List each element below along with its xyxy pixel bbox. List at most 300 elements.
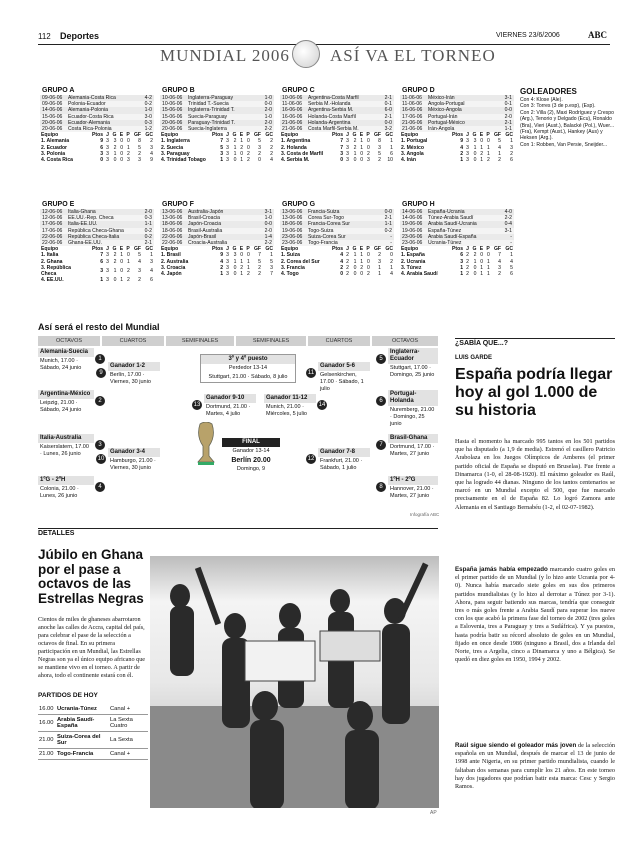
standings-cell: 1 xyxy=(240,258,244,265)
standings-cell: 1 xyxy=(378,264,382,271)
standings-cell: 2 xyxy=(498,271,502,278)
tv-row xyxy=(38,749,148,760)
match-score: 2-2 xyxy=(504,215,512,222)
bracket-teams: Ganador 5-6 xyxy=(318,362,370,371)
standings-header: P xyxy=(486,246,490,253)
match-date: 23-06-06 xyxy=(282,233,303,240)
bracket-teams: Ganador 3-4 xyxy=(108,448,160,457)
standings-cell: 3 xyxy=(378,144,382,151)
standings-header: J xyxy=(346,132,350,139)
standings-cell: 1 xyxy=(353,252,357,259)
standings-header: J xyxy=(466,246,470,253)
stage-label: CUARTOS xyxy=(308,336,370,346)
bracket-info: Gelsenkirchen, 17.00 · Sábado, 1 julio xyxy=(320,372,364,392)
standings-row xyxy=(160,271,274,277)
group-box xyxy=(40,200,154,283)
standings-cell: 2. Holanda xyxy=(281,144,307,151)
match-number-badge: 13 xyxy=(193,402,201,408)
standings-header: E xyxy=(479,246,484,253)
standings-cell: 1 xyxy=(220,271,224,278)
standings-cell: 2 xyxy=(246,150,250,157)
standings-cell: 0 xyxy=(113,157,117,164)
match-score: 1-2 xyxy=(144,126,152,133)
group-title: GRUPO G xyxy=(280,200,394,209)
detalles-text: Cientos de miles de ghaneses abarrotaron anoche las calles de Accra, capital del país, para celebrar el pase de la selección a octavos de final. En su primera participación en un Mundial, las Estrellas Negras son ya el único equipo africano que se mantiene vivo en el torneo. A partir de ahora, todo el continente estará con él. xyxy=(38,616,146,679)
standings-cell: 1 xyxy=(460,157,464,164)
standings-row xyxy=(400,271,514,277)
standings-cell: 3 xyxy=(138,267,142,274)
standings-cell: 7 xyxy=(340,144,344,151)
third-place-venue: Stuttgart, 21.00 xyxy=(208,374,247,380)
standings-header: GF xyxy=(373,246,382,253)
match-teams: Inglaterra-Paraguay xyxy=(188,95,234,101)
stage-label: SEMIFINALES xyxy=(236,336,306,346)
standings-row xyxy=(40,277,154,283)
standings-cell: 2 xyxy=(480,150,484,157)
match-date: 10-06-06 xyxy=(162,95,183,101)
standings-cell: 3 xyxy=(346,157,350,164)
match-date: 21-06-06 xyxy=(402,119,423,126)
standings-cell: 1 xyxy=(360,252,364,259)
standings-cell: 3 xyxy=(106,144,110,151)
standings-cell: 2 xyxy=(510,150,513,157)
standings-cell: 4. Arabia Saudí xyxy=(401,271,438,278)
match-teams: Portugal-México xyxy=(428,119,465,126)
standings-cell: 2 xyxy=(466,264,470,271)
standings-cell: 3 xyxy=(106,258,110,265)
bracket-match xyxy=(388,348,438,380)
match-teams: Italia-Ghana xyxy=(68,209,96,215)
standings-cell: 7 xyxy=(270,271,273,278)
standings-cell: 1 xyxy=(246,258,250,265)
scorers-line: Con 4: Klose (Ale). xyxy=(520,97,563,103)
standings-cell: 1 xyxy=(460,264,464,271)
match-teams: Holanda-Costa Marfil xyxy=(308,113,356,120)
standings-cell: 3 xyxy=(466,157,470,164)
standings-cell: 3 xyxy=(346,150,350,157)
standings-cell: 1. Portugal xyxy=(401,138,428,145)
match-teams: Argentina-Serbia M. xyxy=(308,107,354,114)
match-teams: Inglaterra-Trinidad T. xyxy=(188,107,235,114)
standings-header: J xyxy=(106,246,110,253)
standings-cell: 3 xyxy=(473,138,477,145)
standings-cell: 4 xyxy=(510,258,513,265)
match-number-badge: 2 xyxy=(95,396,105,406)
standings-cell: 0 xyxy=(100,157,104,164)
standings-header: G xyxy=(472,132,477,139)
standings-cell: 4 xyxy=(390,271,393,278)
bracket-info: Frankfurt, 21.00 · Sábado, 1 julio xyxy=(320,458,363,471)
standings-cell: 2 xyxy=(366,271,370,278)
tv-time: 16.00 xyxy=(38,704,56,715)
standings-cell: 2 xyxy=(138,150,142,157)
tv-row xyxy=(38,715,148,732)
match-date: 22-06-06 xyxy=(162,233,183,240)
standings-cell: 0 xyxy=(360,271,364,278)
standings-header: J xyxy=(466,132,470,139)
standings-cell: 1 xyxy=(220,157,224,164)
tv-match: Arabia Saudí-España xyxy=(56,715,109,732)
match-number-badge: 4 xyxy=(95,482,105,492)
standings-cell: 9 xyxy=(100,138,104,145)
standings-cell: 2 xyxy=(113,258,117,265)
match-date: 17-06-06 xyxy=(402,113,423,120)
standings-header: G xyxy=(232,246,237,253)
standings-cell: 4. Irán xyxy=(401,157,417,164)
standings-header: G xyxy=(352,246,357,253)
section-name: Deportes xyxy=(60,31,100,41)
match-number-badge: 6 xyxy=(376,396,386,406)
standings-header: J xyxy=(226,132,230,139)
match-score: 0-3 xyxy=(144,119,152,126)
standings-cell: 5 xyxy=(138,144,142,151)
match-date: 13-06-06 xyxy=(162,209,183,215)
match-date: 14-06-06 xyxy=(402,215,423,222)
bracket-match xyxy=(388,390,438,429)
match-score: 3-1 xyxy=(504,95,512,101)
match-teams: Angola-Portugal xyxy=(428,101,465,108)
standings-cell: 3. Polonia xyxy=(41,150,66,157)
standings-header: GF xyxy=(493,132,502,139)
match-number-badge: 14 xyxy=(318,402,326,408)
final-box xyxy=(222,438,280,474)
standings-header: Ptos xyxy=(91,246,104,253)
standings-cell: 1 xyxy=(390,264,393,271)
standings-cell: 0 xyxy=(120,267,124,274)
standings-header: G xyxy=(112,246,117,253)
tv-title: PARTIDOS DE HOY xyxy=(38,692,98,699)
standings-cell: 1 xyxy=(510,138,513,145)
bracket-match xyxy=(108,362,160,387)
match-score: 0-2 xyxy=(144,101,152,108)
group-box xyxy=(40,86,154,163)
standings-cell: 2 xyxy=(270,144,273,151)
standings-cell: 2. Ucrania xyxy=(401,258,426,265)
match-score: 0-1 xyxy=(504,101,512,108)
standings-cell: 1 xyxy=(480,157,484,164)
standings-header: GC xyxy=(265,132,273,139)
match-date: 19-06-06 xyxy=(282,227,303,234)
standings-cell: 2 xyxy=(486,157,490,164)
standings-row xyxy=(400,157,514,163)
match-date: 15-06-06 xyxy=(162,107,183,114)
standings-cell: 0 xyxy=(480,138,484,145)
standings-cell: 2. Corea del Sur xyxy=(281,258,320,265)
match-date: 23-06-06 xyxy=(402,240,423,247)
match-score: 0-0 xyxy=(264,221,272,228)
standings-cell: 4. EE.UU. xyxy=(41,277,64,284)
standings-header: Equipo xyxy=(401,246,419,253)
standings-cell: 2 xyxy=(126,277,130,284)
stage-label: SEMIFINALES xyxy=(166,336,234,346)
standings-cell: 1 xyxy=(126,144,130,151)
standings-cell: 4 xyxy=(498,144,502,151)
standings-cell: 4 xyxy=(498,258,502,265)
scorers-box xyxy=(520,86,616,148)
standings-cell: 1 xyxy=(240,157,244,164)
standings-cell: 0 xyxy=(240,150,244,157)
bracket-teams: Brasil-Ghana xyxy=(388,434,438,443)
standings-cell: 1 xyxy=(486,264,490,271)
paragraph-text: marcando cuatro goles en el primer partido de un Mundial (y lo hizo ante Ucrania por 4-0). Nunca había marcado siete goles en sus dos primeros partidos mundialistas (y lo hizo al derrotar a Túnez por 3-1). Ahora, para seguir batiendo sus marcas, tendría que conseguir tres o más goles frente a Arabia Saudí para superar los nueve con los que acabó la primera fase del torneo de 2002 (tres goles a Eslovenia, tres a Paraguay y tres a Sudáfrica). Y ya puestos, hasta podría batir su récord absoluto de goles en un Mundial, fijado en once desde 1986 (ninguno a Brasil, dos a Irlanda del Norte, tres a Argelia, cinco a Dinamarca y uno a Bélgica). Se quedó en diez goles en 1950, 1994 y 2002. xyxy=(455,566,615,664)
match-date: 14-06-06 xyxy=(402,209,423,215)
standings-header: P xyxy=(126,246,130,253)
bracket-info: Nuremberg, 21.00 · Domingo, 25 junio xyxy=(390,407,435,427)
match-score: 1-4 xyxy=(264,233,272,240)
standings-cell: 4. Serbia M. xyxy=(281,157,310,164)
standings-cell: 0 xyxy=(353,271,357,278)
match-date: 14-06-06 xyxy=(42,107,63,114)
detalles-label: DETALLES xyxy=(38,530,75,537)
match-teams: Ucrania-Túnez xyxy=(428,240,462,247)
group-title: GRUPO C xyxy=(280,86,394,95)
standings-cell: 1 xyxy=(480,144,484,151)
standings-cell: 2 xyxy=(150,138,153,145)
third-place-team: Perdedor 13-14 xyxy=(228,365,268,371)
standings-cell: 5 xyxy=(258,138,262,145)
match-score: - xyxy=(390,233,392,240)
standings-cell: 4. Togo xyxy=(281,271,299,278)
standings-cell: 2 xyxy=(270,138,273,145)
standings-header: Equipo xyxy=(281,132,299,139)
bracket-teams: Ganador 1-2 xyxy=(108,362,160,371)
standings-header: G xyxy=(352,132,357,139)
standings-header: GF xyxy=(133,246,142,253)
bracket-teams: Alemania-Suecia xyxy=(38,348,94,357)
standings-cell: 5 xyxy=(270,258,273,265)
standings-cell: 5 xyxy=(510,264,513,271)
group-box xyxy=(280,86,394,163)
standings-cell: 1 xyxy=(233,258,237,265)
bracket-match xyxy=(38,476,94,501)
bracket-match xyxy=(108,448,160,473)
standings-cell: 4 xyxy=(150,150,153,157)
scorers-title: GOLEADORES xyxy=(520,87,577,96)
standings-cell: 0 xyxy=(233,264,237,271)
standings-cell: 0 xyxy=(366,138,370,145)
match-teams: Corea Sur-Togo xyxy=(308,215,344,222)
standings-header: Equipo xyxy=(161,132,179,139)
match-date: 22-06-06 xyxy=(162,240,183,247)
group-title: GRUPO D xyxy=(400,86,514,95)
match-score: 1-0 xyxy=(264,95,272,101)
standings-cell: 1 xyxy=(360,144,364,151)
bracket-match xyxy=(388,476,438,501)
match-score: 2-0 xyxy=(504,113,512,120)
standings-cell: 2 xyxy=(113,252,117,259)
bracket-info: Stuttgart, 17.00 · Domingo, 25 junio xyxy=(390,365,435,378)
match-date: 23-06-06 xyxy=(282,240,303,247)
standings-cell: 8 xyxy=(378,138,382,145)
tv-match: Togo-Francia xyxy=(56,749,109,760)
standings-cell: 1 xyxy=(353,150,357,157)
group-box xyxy=(400,86,514,163)
match-teams: Irán-Angola xyxy=(428,126,455,133)
match-date: 20-06-06 xyxy=(162,126,183,133)
standings-cell: 3 xyxy=(106,277,110,284)
tv-match: Suiza-Corea del Sur xyxy=(56,732,109,749)
standings-header: J xyxy=(106,132,110,139)
article-headline: España podría llegar hoy al gol 1.000 de su historia xyxy=(455,366,613,419)
standings-cell: 7 xyxy=(340,138,344,145)
standings-cell: 7 xyxy=(258,252,262,259)
match-date: 20-06-06 xyxy=(162,119,183,126)
brand-logo: ABC xyxy=(588,30,608,40)
standings-cell: 1 xyxy=(480,271,484,278)
standings-cell: 2 xyxy=(473,252,477,259)
standings-cell: 5 xyxy=(220,144,224,151)
group-box xyxy=(400,200,514,277)
standings-cell: 2. Ecuador xyxy=(41,144,68,151)
standings-cell: 3 xyxy=(270,264,273,271)
standings-header: GC xyxy=(505,246,513,253)
standings-cell: 2 xyxy=(466,271,470,278)
match-number-badge: 11 xyxy=(307,370,315,376)
standings-cell: 5 xyxy=(378,150,382,157)
match-teams: Suiza-Corea Sur xyxy=(308,233,346,240)
standings-cell: 4 xyxy=(340,252,344,259)
standings-cell: 3 xyxy=(150,144,153,151)
standings-cell: 2 xyxy=(220,264,224,271)
standings-cell: 6 xyxy=(510,157,513,164)
match-score: 4-0 xyxy=(504,209,512,215)
standings-table xyxy=(40,132,154,163)
trophy-ball-icon xyxy=(292,40,320,68)
standings-header: GF xyxy=(253,132,262,139)
bracket-info: Dortmund, 17.00 · Martes, 27 junio xyxy=(390,444,435,457)
match-date: 17-06-06 xyxy=(42,227,63,234)
standings-cell: 1 xyxy=(460,271,464,278)
tv-match: Ucrania-Túnez xyxy=(56,704,109,715)
standings-header: GC xyxy=(385,246,393,253)
match-teams: Arabia Saudí-España xyxy=(428,233,477,240)
standings-cell: 3 xyxy=(106,252,110,259)
standings-header: E xyxy=(119,132,124,139)
standings-cell: 2 xyxy=(346,252,350,259)
match-teams: Arabia Saudí-Ucrania xyxy=(428,221,477,228)
match-teams: España-Ucrania xyxy=(428,209,465,215)
standings-cell: 0 xyxy=(120,258,124,265)
match-teams: Costa Rica-Polonia xyxy=(68,126,112,133)
page-title-right: ASÍ VA EL TORNEO xyxy=(330,46,496,65)
lead-in: España jamás había empezado xyxy=(455,566,548,573)
standings-cell: 1. Argentina xyxy=(281,138,311,145)
standings-cell: 0 xyxy=(246,252,250,259)
match-teams: EE.UU.-Rep. Checa xyxy=(68,215,114,222)
bracket-match xyxy=(38,434,94,459)
standings-cell: 6 xyxy=(460,252,464,259)
standings-cell: 4 xyxy=(150,267,153,274)
match-date: 21-06-06 xyxy=(402,126,423,133)
standings-cell: 3 xyxy=(226,150,230,157)
standings-cell: 0 xyxy=(473,271,477,278)
bracket-info: Leipzig, 21.00 · Sábado, 24 junio xyxy=(40,400,82,413)
standings-cell: 1 xyxy=(378,271,382,278)
match-score: 2-1 xyxy=(384,215,392,222)
match-teams: Túnez-Arabia Saudí xyxy=(428,215,474,222)
standings-header: Equipo xyxy=(41,246,59,253)
match-teams: México-Angola xyxy=(428,107,462,114)
standings-cell: 0 xyxy=(340,271,344,278)
standings-cell: 2 xyxy=(366,150,370,157)
match-teams: Alemania-Polonia xyxy=(68,107,108,114)
standings-cell: 1 xyxy=(360,258,364,265)
standings-header: P xyxy=(246,246,250,253)
standings-cell: 1 xyxy=(246,264,250,271)
standings-cell: 0 xyxy=(233,271,237,278)
tv-schedule xyxy=(38,704,148,760)
bracket-match xyxy=(318,448,370,473)
match-date: 18-06-06 xyxy=(282,221,303,228)
match-score: 3-1 xyxy=(264,209,272,215)
standings-header: Equipo xyxy=(41,132,59,139)
match-teams: España-Túnez xyxy=(428,227,462,234)
match-score: 3-1 xyxy=(504,227,512,234)
match-date: 21-06-06 xyxy=(282,126,303,133)
standings-cell: 6 xyxy=(150,277,153,284)
standings-cell: 3 xyxy=(510,144,513,151)
match-score: 1-1 xyxy=(384,221,392,228)
standings-header: P xyxy=(126,132,130,139)
standings-cell: 2 xyxy=(346,271,350,278)
standings-cell: 1. Inglaterra xyxy=(161,138,190,145)
standings-cell: 2 xyxy=(270,150,273,157)
standings-header: GC xyxy=(505,132,513,139)
standings-cell: 0 xyxy=(126,252,130,259)
group-title: GRUPO F xyxy=(160,200,274,209)
match-teams: Ecuador-Alemania xyxy=(68,119,110,126)
match-date: 13-06-06 xyxy=(162,215,183,222)
standings-table xyxy=(280,132,394,163)
match-teams: Suecia-Inglaterra xyxy=(188,126,227,133)
match-date: 21-06-06 xyxy=(282,119,303,126)
paragraph-text: de la selección española en un Mundial, después de marcar el 13 de junio de 1998 ante Nigeria, en su primer partido mundialista, cuando le faltaban dos semanas para cumplir los 21 años. En este torneo hay dos jugadores que podrían batir esta marca: Cesc y Sergio Ramos. xyxy=(455,742,616,791)
standings-cell: 9 xyxy=(220,252,224,259)
bracket-info: Colonia, 21.00 · Lunes, 26 junio xyxy=(40,486,79,499)
detalles-rule xyxy=(38,528,438,529)
match-date: 11-06-06 xyxy=(282,101,303,108)
match-teams: Serbia M.-Holanda xyxy=(308,101,351,108)
standings-header: GC xyxy=(145,132,153,139)
standings-cell: 0 xyxy=(480,258,484,265)
match-date: 17-06-06 xyxy=(42,221,63,228)
match-score: 0-2 xyxy=(144,227,152,234)
match-score: 3-2 xyxy=(384,126,392,133)
article-paragraph: Hasta el momento ha marcado 995 tantos en los 501 partidos que ha disputado (a 1,9 de media). Estrenó el casillero Patricio Arabolaza en los Juegos Olímpicos de Amberes (el primer partido oficial de España se disputó en Bruselas). Fue frente a Dinamarca (1-0, el 28-08-1920). El máximo goleador es Raúl, que ha logrado 44 dianas. Ninguno de los tantos centenarios se marcó en un Mundial excepto el 500, que fue marcado precisamente en el de España 82. Lo logró Zamora ante Alemania en el Santiago Bernabéu (1-2, el 02-07-1982). xyxy=(455,438,615,511)
standings-header: GF xyxy=(133,132,142,139)
standings-cell: 3. República Checa xyxy=(41,264,72,278)
match-date: 23-06-06 xyxy=(402,233,423,240)
standings-header: G xyxy=(472,246,477,253)
match-date: 13-06-06 xyxy=(282,215,303,222)
standings-cell: 1 xyxy=(473,144,477,151)
standings-cell: 0 xyxy=(480,252,484,259)
standings-cell: 3 xyxy=(226,258,230,265)
standings-cell: 1 xyxy=(498,150,502,157)
match-date: 12-06-06 xyxy=(42,215,63,222)
standings-cell: 1 xyxy=(233,150,237,157)
standings-cell: 2 xyxy=(378,157,382,164)
standings-cell: 3 xyxy=(226,271,230,278)
standings-header: Ptos xyxy=(331,132,344,139)
match-teams: Australia-Japón xyxy=(188,209,224,215)
bracket-match xyxy=(388,434,438,459)
standings-header: Equipo xyxy=(281,246,299,253)
standings-header: J xyxy=(346,246,350,253)
standings-cell: 0 xyxy=(340,157,344,164)
standings-cell: 0 xyxy=(486,252,490,259)
header-rule xyxy=(38,44,610,45)
